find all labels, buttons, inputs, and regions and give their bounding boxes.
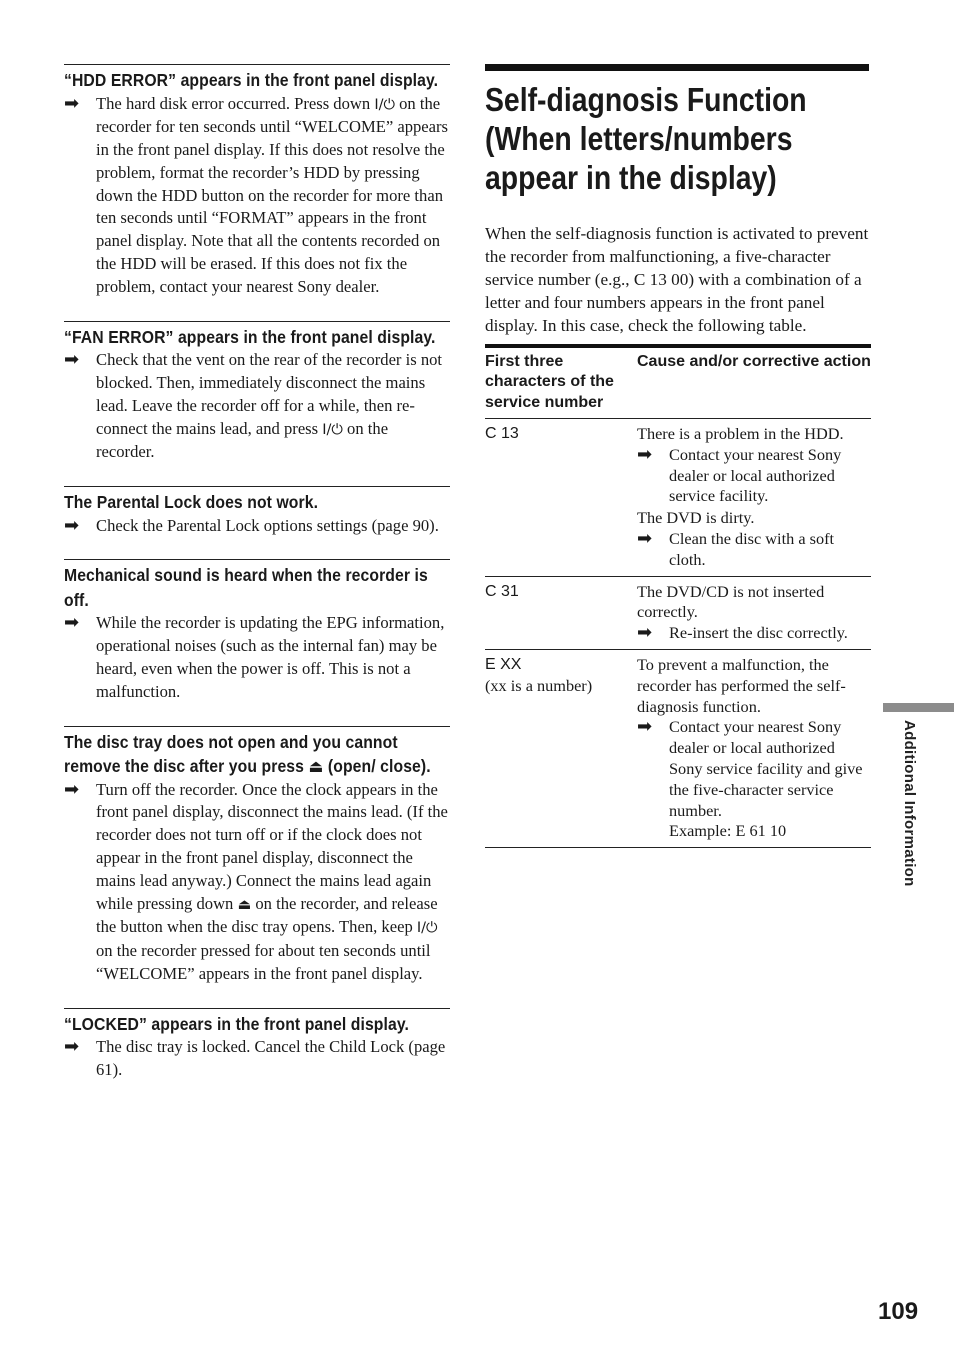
arrow-icon: ➡	[64, 92, 80, 114]
section-heading: “HDD ERROR” appears in the front panel display.	[64, 70, 439, 90]
service-code: C 31	[485, 582, 519, 600]
arrow-icon: ➡	[64, 778, 80, 800]
arrow-icon: ➡	[637, 622, 653, 644]
arrow-icon: ➡	[64, 1036, 80, 1058]
service-code-cell	[485, 419, 637, 577]
action-cell	[637, 650, 871, 848]
cause-text: The DVD/CD is not inserted correctly.	[637, 581, 825, 622]
page-number: 109	[878, 1298, 919, 1325]
section-heading: The Parental Lock does not work.	[64, 492, 319, 513]
section-heading: The disc tray does not open and you cannot remove the disc after you press ⏏ (open/ close).	[64, 731, 431, 777]
power-button-icon: I/⏻	[374, 96, 395, 113]
eject-icon: ⏏	[237, 896, 252, 913]
service-code: E XX	[485, 656, 522, 673]
chapter-tab-marker	[883, 703, 954, 712]
section-hdd-error	[64, 64, 450, 299]
right-column	[485, 64, 871, 848]
column-header: First three characters of the service number	[485, 346, 637, 419]
action-bullet: ➡ Clean the disc with a soft cloth.	[637, 528, 835, 569]
section-body: ➡ The hard disk error occurred. Press down I/⏻ on the recorder for ten seconds until “WELCOME” appears in the front panel display. If this does not resolve the problem, format the recorder’s HDD by pressing down the HDD button on the recorder for more than ten seconds until “FORMAT” appears in the front panel display. Note that all the contents recorded on the HDD will be erased. If this does not fix the problem, contact your nearest Sony dealer.	[64, 92, 449, 296]
arrow-icon: ➡	[637, 716, 653, 738]
section-disc-tray	[64, 726, 450, 986]
arrow-icon: ➡	[64, 349, 80, 371]
section-mechanical-sound	[64, 559, 450, 703]
arrow-icon: ➡	[64, 514, 80, 536]
column-header: Cause and/or corrective action	[637, 346, 871, 419]
service-code: C 13	[485, 425, 519, 443]
power-button-icon: I/⏻	[322, 421, 343, 438]
section-heading: “LOCKED” appears in the front panel display.	[64, 1013, 409, 1034]
section-fan-error	[64, 321, 450, 464]
eject-icon: ⏏	[308, 756, 324, 777]
section-parental-lock	[64, 486, 450, 537]
page-title: Self-diagnosis Function (When letters/numbers appear in the display)	[485, 81, 807, 196]
section-heading: “FAN ERROR” appears in the front panel display.	[64, 326, 436, 347]
service-number-table	[485, 344, 871, 849]
service-code-note: (xx is a number)	[485, 675, 593, 695]
section-heading: Mechanical sound is heard when the recorder is off.	[64, 565, 428, 610]
section-body: ➡ Turn off the recorder. Once the clock appears in the front panel display, disconnect the mains lead. (If the recorder does not turn off or if the clock does not appear in the front panel display, disconnect the mains lead anyway.) Connect the mains lead again while pressing down ⏏ on the recorder, and release the button when the disc tray opens. Then, keep I/⏻ on the recorder pressed for about ten seconds until “WELCOME” appears in the front panel display.	[64, 778, 448, 984]
example-text: Example: E 61 10	[669, 821, 787, 841]
action-cell	[637, 576, 871, 649]
intro-paragraph: When the self-diagnosis function is activated to prevent the recorder from malfunctioning, a five-character service number (e.g., C 13 00) with a combination of a letter and four numbers appears in the front panel display. In this case, check the following table.	[485, 224, 869, 335]
section-body: ➡ Check the Parental Lock options settings (page 90).	[64, 514, 439, 536]
section-body: ➡ The disc tray is locked. Cancel the Child Lock (page 61).	[64, 1036, 446, 1080]
chapter-side-label: Additional Information	[901, 720, 918, 887]
arrow-icon: ➡	[637, 443, 653, 465]
left-column	[64, 64, 450, 1104]
section-body: ➡ While the recorder is updating the EPG information, operational noises (such as the internal fan) may be heard, even when the power is off. This is not a malfunction.	[64, 612, 445, 701]
table-row	[485, 419, 871, 577]
power-button-icon: I/⏻	[416, 920, 438, 937]
action-bullet: ➡ Contact your nearest Sony dealer or local authorized Sony service facility and give the five-character service number. Example: E 61 10	[637, 717, 871, 842]
cause-text: To prevent a malfunction, the recorder has performed the self-diagnosis function.	[637, 655, 846, 716]
action-bullet: ➡ Contact your nearest Sony dealer or local authorized service facility.	[637, 443, 842, 506]
service-code-cell	[485, 650, 637, 848]
arrow-icon: ➡	[637, 528, 653, 550]
action-cell	[637, 419, 871, 577]
section-locked	[64, 1008, 450, 1082]
table-header-row	[485, 346, 871, 419]
section-body: ➡ Check that the vent on the rear of the recorder is not blocked. Then, immediately disconnect the mains lead. Leave the recorder off for a while, then re-connect the mains lead, and press I/⏻ on the recorder.	[64, 349, 443, 462]
action-bullet: ➡ Re-insert the disc correctly.	[637, 622, 848, 644]
table-row	[485, 576, 871, 649]
cause-text: There is a problem in the HDD.	[637, 424, 844, 444]
arrow-icon: ➡	[64, 612, 80, 634]
cause-text: The DVD is dirty.	[637, 508, 755, 528]
table-row	[485, 650, 871, 848]
service-code-cell	[485, 576, 637, 649]
title-rule	[485, 64, 869, 71]
